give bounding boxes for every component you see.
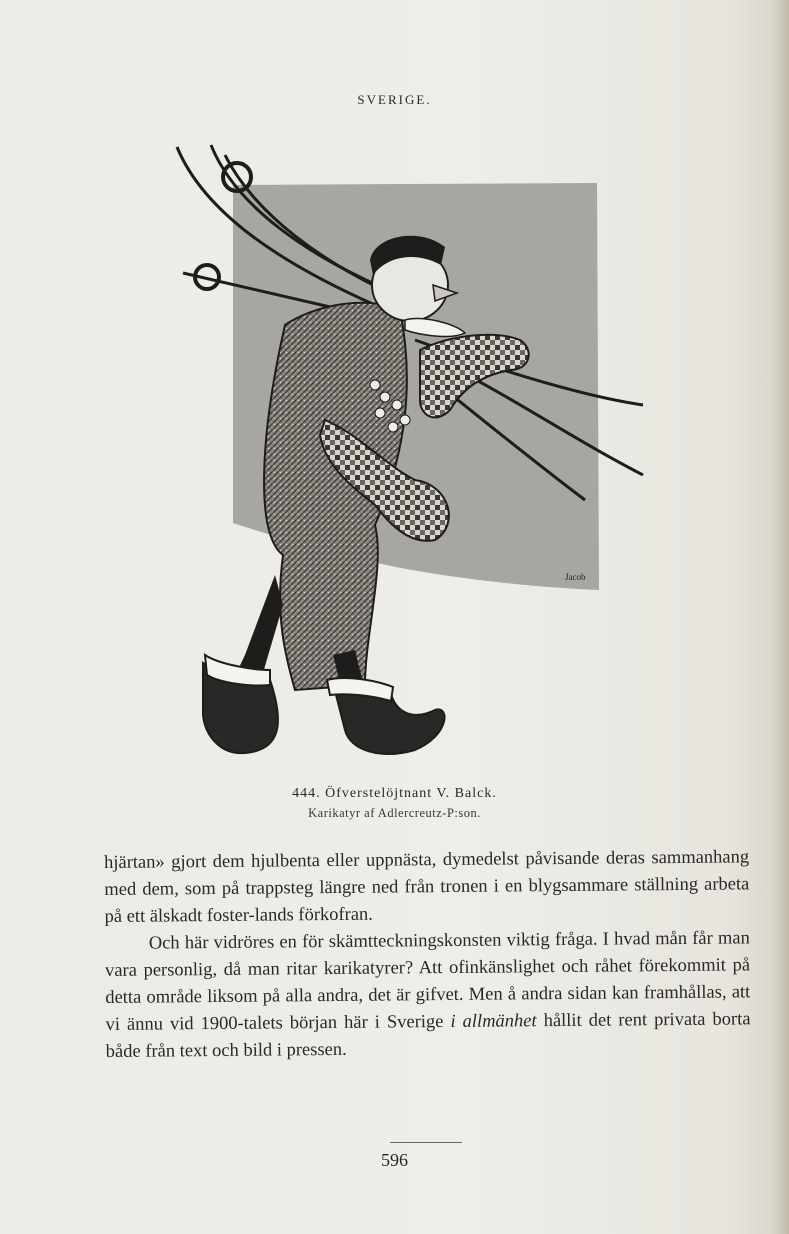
page-edge-shadow — [771, 0, 789, 1234]
paragraph-1: hjärtan» gjort dem hjulbenta eller uppnästa, dymedelst påvisande deras sammanhang med dem, som på trappsteg längre ned från tronen i en blygsammare ställning arbeta på ett älskadt foster-lands förkofran. — [104, 847, 750, 927]
body-text — [104, 844, 751, 1066]
caption-subtitle: Karikatyr af Adlercreutz-P:son. — [308, 806, 481, 820]
page-number: 596 — [381, 1150, 408, 1170]
paragraph-2: Och här vidröres en för skämtteckningskonsten viktig fråga. I hvad mån får man vara personlig, då man ritar karikatyrer? Att ofinkänslighet och råhet förekommit på detta område liksom på alla andra, det är gifvet. Men å andra sidan kan framhållas, att vi ännu vid 1900-talets början här i Sverige i allmänhet hållit det rent privata borta både från text och bild i pressen. — [104, 928, 751, 1062]
running-head: SVERIGE. — [357, 92, 432, 107]
caricature-illustration — [165, 135, 655, 775]
footer-rule — [390, 1142, 462, 1143]
caption-title: 444. Öfverstelöjtnant V. Balck. — [292, 786, 497, 801]
artist-signature: Jacob — [565, 572, 586, 582]
emphasis: i allmänhet — [450, 1011, 537, 1032]
